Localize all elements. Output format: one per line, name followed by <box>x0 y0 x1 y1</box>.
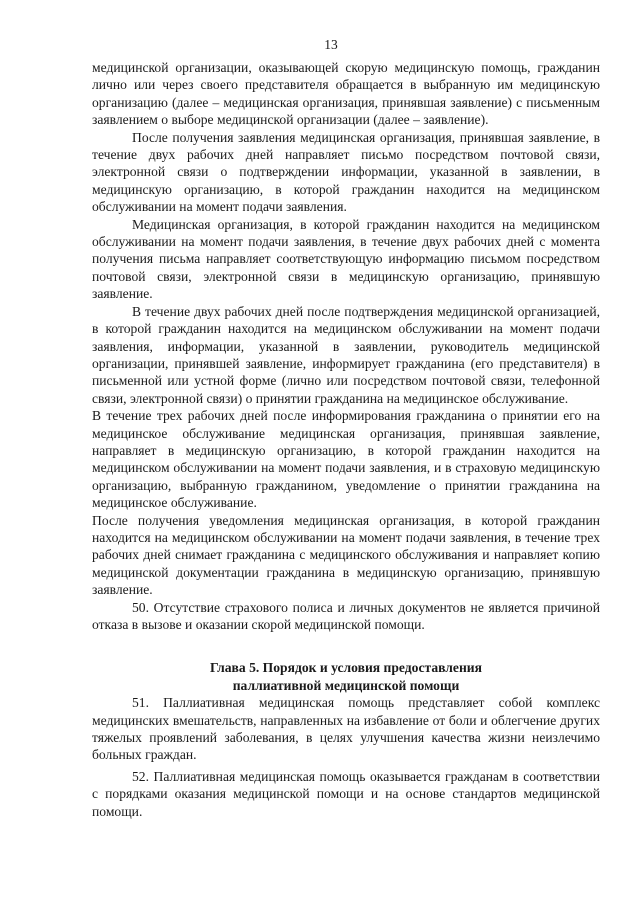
paragraph-three-days: В течение трех рабочих дней после информирования гражданина о принятии его на медицинское обслуживание медицинская организация, принявшая заявление, направляет в медицинскую организацию, в которой гражданин находится на медицинском обслуживании на момент подачи заявления, и в страховую медицинскую организацию, выбранную гражданином, уведомление о принятии гражданина на медицинское обслуживание. <box>92 408 600 511</box>
paragraph-50: 50. Отсутствие страхового полиса и личных документов не является причиной отказа в вызове и оказании скорой медицинской помощи. <box>92 599 600 632</box>
paragraph-51: 51. Паллиативная медицинская помощь представляет собой комплекс медицинских вмешательств, направленных на избавление от боли и облегчение других тяжелых проявлений заболевания, в целях улучшения качества жизни неизлечимо больных граждан. <box>92 695 600 763</box>
paragraph-notification: После получения уведомления медицинская организация, в которой гражданин находится на медицинском обслуживании на момент подачи заявления, в течение трех рабочих дней снимает гражданина с медицинского обслуживания и направляет копию медицинской документации гражданина в медицинскую организацию, принявшую заявление. <box>92 512 600 598</box>
chapter-heading <box>92 659 600 694</box>
chapter-title-line-1: Глава 5. Порядок и условия предоставления <box>210 660 482 676</box>
paragraph-continued: медицинской организации, оказывающей скорую медицинскую помощь, гражданин лично или через своего представителя обращается в выбранную им медицинскую организацию (далее – медицинская организация, принявшая заявление) с письменным заявлением о выборе медицинской организации (далее – заявление). <box>92 60 600 128</box>
paragraph-confirmation: В течение двух рабочих дней после подтверждения медицинской организацией, в которой гражданин находится на медицинском обслуживании на момент подачи заявления, информации, указанной в заявлении, руководитель медицинской организации, принявшей заявление, информирует гражданина (его представителя) в письменной или устной форме (лично или посредством почтовой связи, телефонной связи, электронной связи) о принятии гражданина на медицинское обслуживание. <box>92 303 600 406</box>
chapter-title-line-2: паллиативной медицинской помощи <box>232 677 460 693</box>
paragraph-52: 52. Паллиативная медицинская помощь оказывается гражданам в соответствии с порядками оказания медицинской помощи и на основе стандартов медицинской помощи. <box>92 768 600 819</box>
page-number: 13 <box>324 37 338 52</box>
paragraph-after-receipt: После получения заявления медицинская организация, принявшая заявление, в течение двух рабочих дней направляет письмо посредством почтовой связи, электронной связи о подтверждении информации, указанной в заявлении, в медицинскую организацию, в которой гражданин находится на медицинском обслуживании на момент подачи заявления. <box>92 129 600 215</box>
paragraph-current-organization: Медицинская организация, в которой гражданин находится на медицинском обслуживании на момент подачи заявления, в течение двух рабочих дней с момента получения письма направляет соответствующую информацию письмом посредством почтовой связи, электронной связи в медицинскую организацию, принявшую заявление. <box>92 216 600 302</box>
